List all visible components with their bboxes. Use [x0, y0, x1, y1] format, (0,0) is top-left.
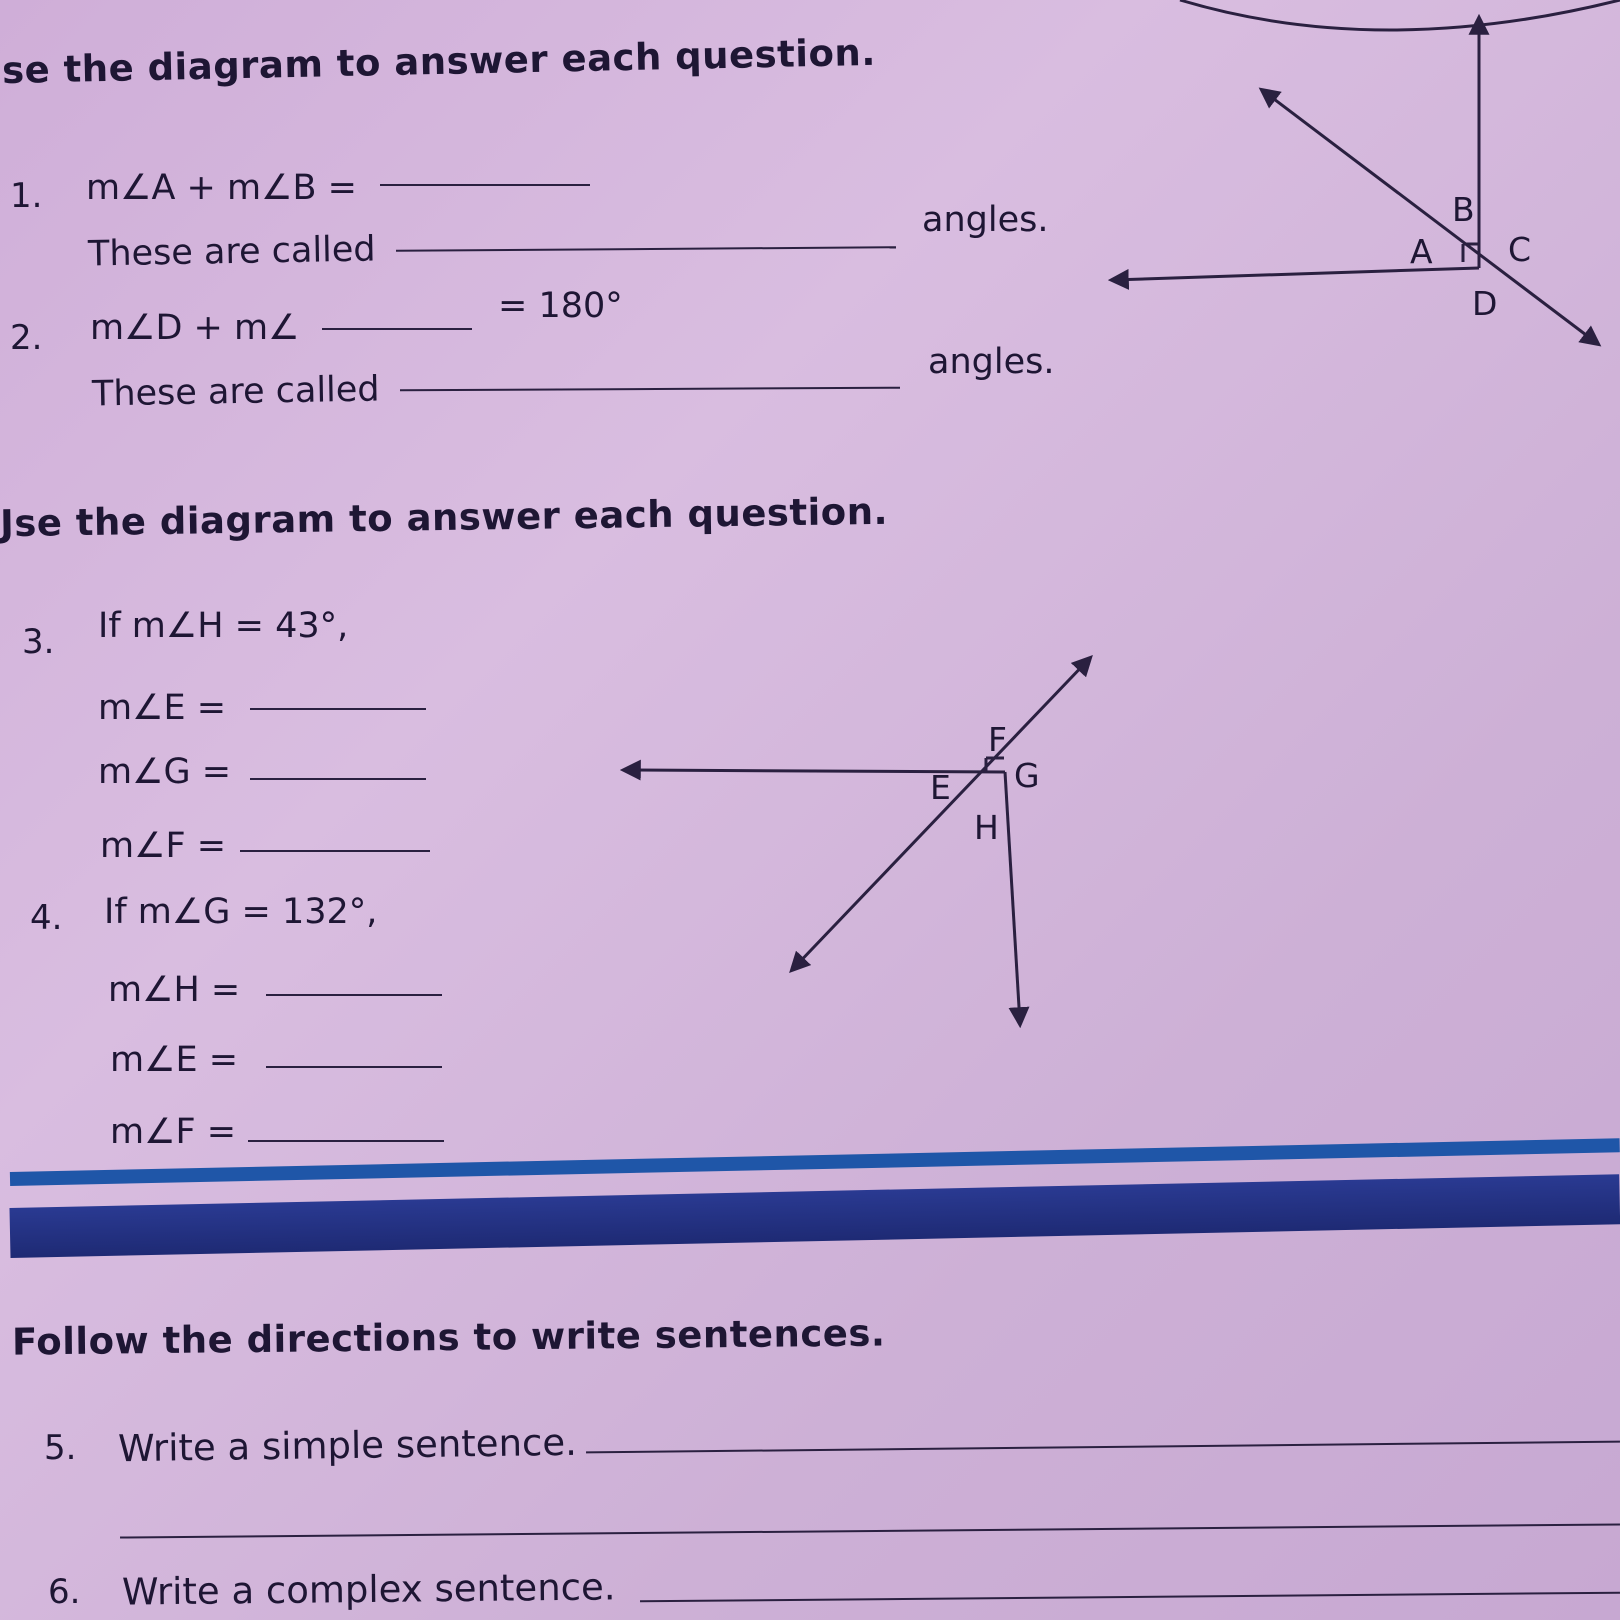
- q3-number: 3.: [22, 622, 55, 662]
- q4-f-blank[interactable]: [248, 1140, 444, 1142]
- q3-g-label: m∠G =: [98, 752, 232, 792]
- q4-given: If m∠G = 132°,: [104, 892, 378, 932]
- q4-h-blank[interactable]: [266, 994, 442, 996]
- label-f: F: [988, 720, 1007, 759]
- q5-number: 5.: [44, 1428, 77, 1468]
- q3-g-blank[interactable]: [250, 778, 426, 780]
- q2-sentence-start: These are called: [91, 369, 380, 415]
- label-g: G: [1014, 756, 1040, 795]
- q2-equals: = 180°: [498, 286, 623, 326]
- q6-number: 6.: [48, 1572, 81, 1612]
- label-b: B: [1452, 190, 1475, 229]
- vertical-line-2: [1005, 772, 1020, 1024]
- q1-sentence-end: angles.: [922, 200, 1049, 240]
- q2-sentence-end: angles.: [928, 342, 1055, 382]
- section3-heading: Follow the directions to write sentences.: [11, 1311, 886, 1364]
- label-c: C: [1508, 230, 1532, 269]
- q6-text: Write a complex sentence.: [121, 1565, 616, 1614]
- q4-e-blank[interactable]: [266, 1066, 442, 1068]
- q1-sentence-start: These are called: [87, 229, 376, 275]
- q3-f-label: m∠F =: [100, 826, 227, 866]
- q3-f-blank[interactable]: [240, 850, 430, 852]
- diagonal-line-2: [792, 658, 1090, 970]
- section1-heading: se the diagram to answer each question.: [1, 30, 877, 93]
- q4-number: 4.: [30, 898, 63, 938]
- section2-heading: Jse the diagram to answer each question.: [0, 489, 889, 546]
- label-d: D: [1472, 284, 1498, 323]
- label-a: A: [1410, 232, 1433, 271]
- label-h: H: [974, 808, 999, 847]
- q2-expression: m∠D + m∠: [90, 308, 300, 348]
- q3-e-blank[interactable]: [250, 708, 426, 710]
- label-e: E: [930, 768, 951, 807]
- q1-number: 1.: [10, 176, 43, 216]
- q4-f-label: m∠F =: [110, 1112, 237, 1152]
- q1-expression: m∠A + m∠B =: [86, 168, 357, 208]
- diagonal-line: [1262, 90, 1598, 344]
- q3-given: If m∠H = 43°,: [98, 606, 349, 646]
- q2-number: 2.: [10, 318, 43, 358]
- q3-e-label: m∠E =: [98, 688, 227, 728]
- q4-e-label: m∠E =: [110, 1040, 239, 1080]
- q4-h-label: m∠H =: [108, 970, 241, 1010]
- q5-text: Write a simple sentence.: [117, 1420, 578, 1471]
- arc-decoration: [1180, 0, 1620, 30]
